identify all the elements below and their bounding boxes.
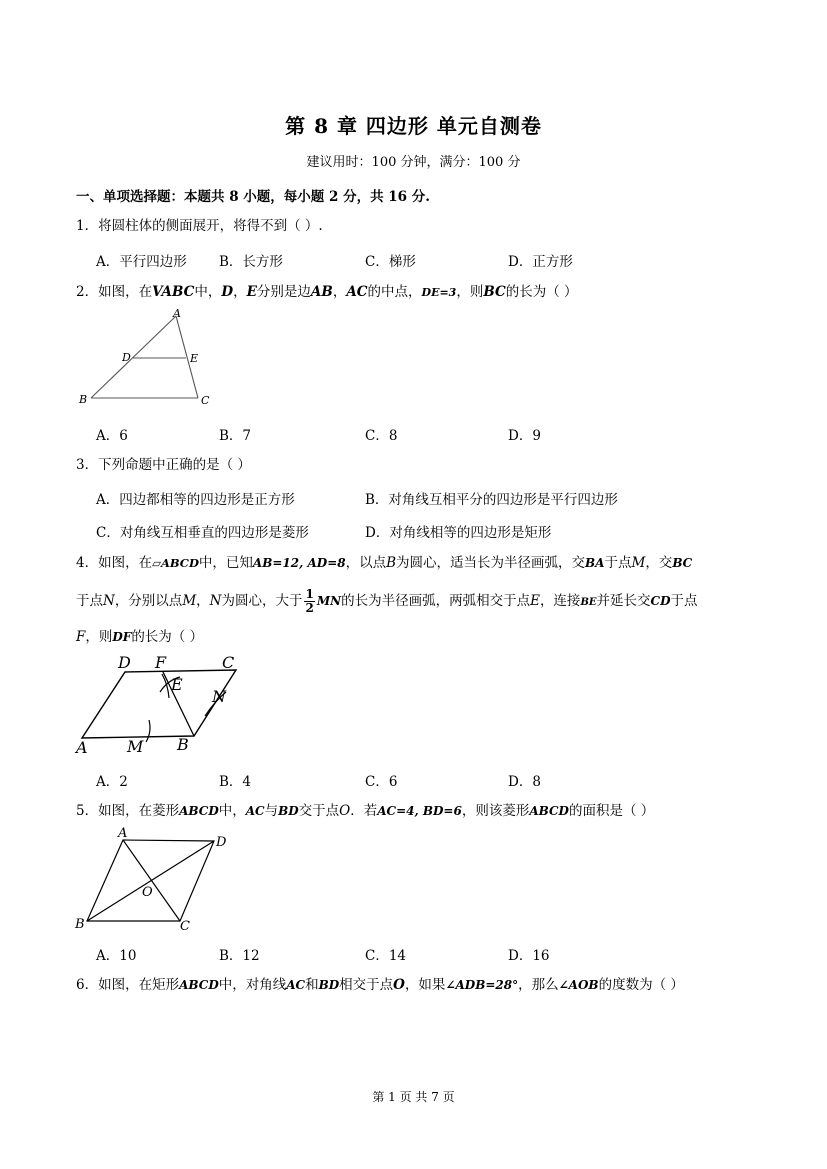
- q1-option-b: B．长方形: [219, 254, 283, 270]
- label-a: A: [76, 738, 88, 757]
- question-3: 3．下列命题中正确的是（ ）: [76, 457, 251, 473]
- q3-option-c: C．对角线互相垂直的四边形是菱形: [96, 525, 309, 541]
- q5-option-c: C．14: [365, 948, 407, 964]
- question-4-line-1: 4．如图，在▱ABCD中，已知AB=12, AD=8，以点B为圆心，适当长为半径画弧，交BA于点M，交BC: [76, 555, 693, 571]
- q5-option-a: A．10: [96, 948, 137, 964]
- q2-triangle-figure: [72, 304, 222, 410]
- q3-option-b: B．对角线互相平分的四边形是平行四边形: [365, 492, 618, 508]
- label-a: A: [173, 307, 181, 320]
- q3-option-a: A．四边都相等的四边形是正方形: [96, 492, 295, 508]
- label-d: D: [118, 653, 131, 672]
- triangle-side-ab: [91, 316, 176, 398]
- label-o: O: [142, 885, 153, 900]
- label-a: A: [118, 826, 128, 841]
- q2-option-a: A．6: [96, 428, 128, 444]
- q1-option-a: A．平行四边形: [96, 254, 187, 270]
- q4-option-d: D．8: [508, 774, 541, 790]
- label-m: M: [127, 737, 144, 756]
- label-c: C: [222, 653, 235, 672]
- q5-rhombus-figure: [72, 824, 242, 934]
- q2-option-b: B．7: [219, 428, 252, 444]
- section-heading: 一、单项选择题：本题共 8 小题，每小题 2 分，共 16 分.: [76, 189, 430, 205]
- q3-option-d: D．对角线相等的四边形是矩形: [365, 525, 552, 541]
- page-subtitle: 建议用时：100 分钟，满分：100 分: [306, 155, 521, 170]
- q2-option-d: D．9: [508, 428, 541, 444]
- label-e: E: [171, 675, 183, 694]
- fraction-one-half: $\frac{1}{2}$: [305, 587, 314, 615]
- label-n: N: [212, 687, 226, 706]
- label-d: D: [122, 351, 131, 364]
- q5-option-b: B．12: [219, 948, 260, 964]
- q1-option-c: C．梯形: [365, 254, 416, 270]
- diagonal-bd: [87, 841, 214, 921]
- question-2: 2．如图，在VABC中，D，E分别是边AB，AC的中点，DE=3，则BC的长为（ ）: [76, 284, 578, 300]
- question-6: 6．如图，在矩形ABCD中，对角线AC和BD相交于点O，如果∠ADB=28°，那么∠AOB的度数为（ ）: [76, 977, 684, 993]
- label-b: B: [75, 917, 85, 932]
- question-1: 1．将圆柱体的侧面展开，将得不到（ ）.: [76, 218, 323, 234]
- page-title: 第 8 章 四边形 单元自测卷: [285, 114, 542, 138]
- q2-option-c: C．8: [365, 428, 398, 444]
- label-f: F: [155, 653, 167, 672]
- q4-option-b: B．4: [219, 774, 252, 790]
- q5-option-d: D．16: [508, 948, 550, 964]
- question-4-line-2: 于点N，分别以点M，N为圆心，大于 $\frac{1}{2}$ MN的长为半径画弧，两弧相交于点E，连接BE并延长交CD于点: [76, 587, 698, 615]
- question-4-line-3: F，则DF的长为（ ）: [76, 629, 204, 645]
- label-d: D: [216, 835, 227, 850]
- question-5: 5．如图，在菱形ABCD中，AC与BD交于点O．若AC=4, BD=6，则该菱形ABCD的面积是（ ）: [76, 803, 655, 819]
- q4-option-c: C．6: [365, 774, 398, 790]
- label-b: B: [177, 735, 189, 754]
- label-c: C: [201, 394, 210, 407]
- q4-option-a: A．2: [96, 774, 128, 790]
- label-e: E: [190, 352, 199, 365]
- label-b: B: [79, 393, 88, 406]
- q4-parallelogram-figure: [72, 652, 252, 758]
- page-footer: 第 1 页 共 7 页: [372, 1090, 455, 1104]
- label-c: C: [180, 919, 190, 934]
- q1-option-d: D．正方形: [508, 254, 573, 270]
- arc-m: [146, 720, 150, 742]
